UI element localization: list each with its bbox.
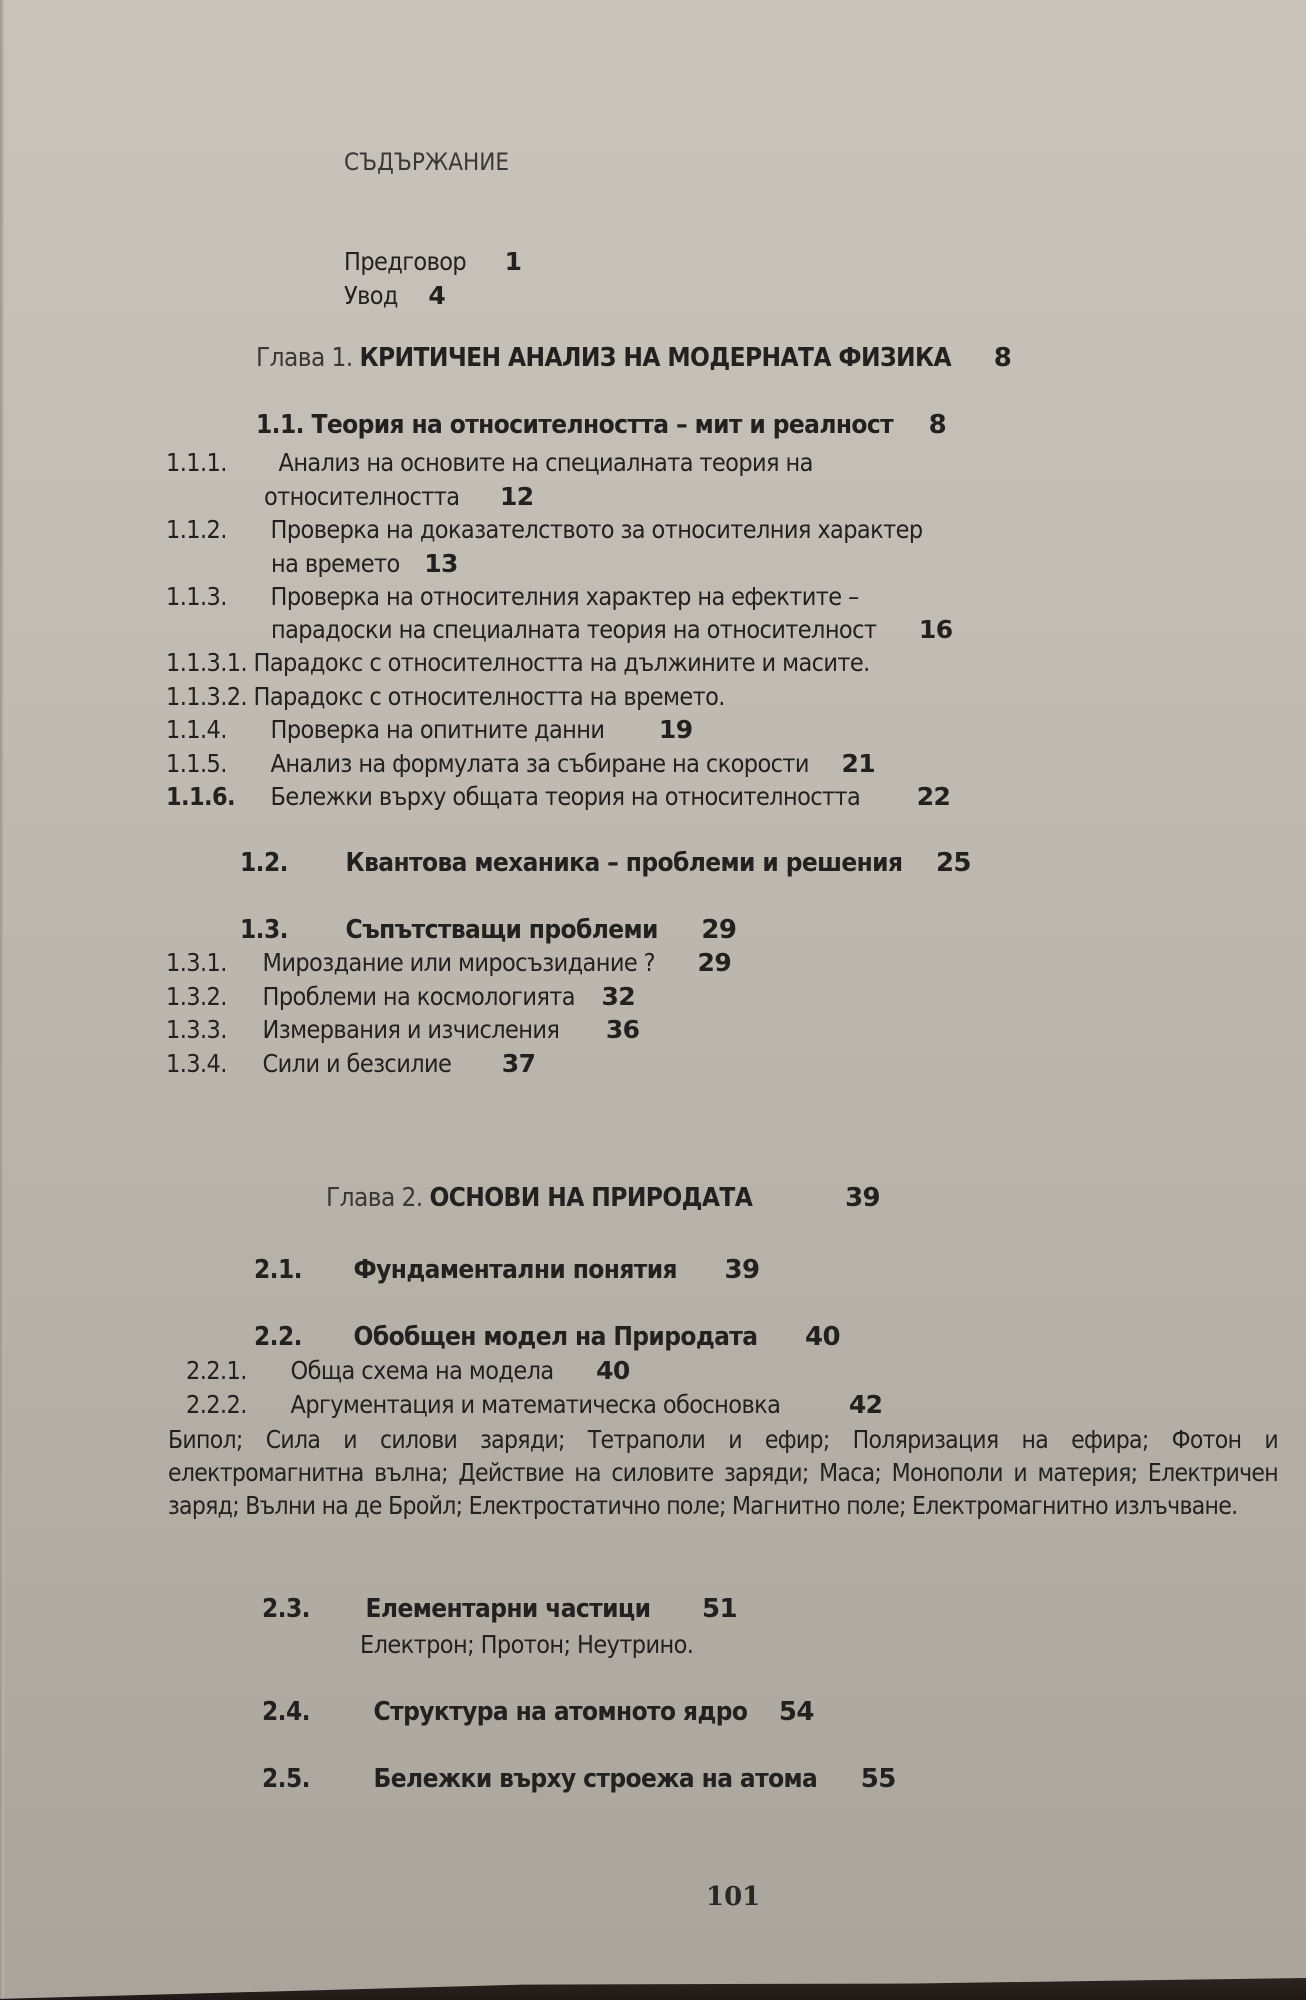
toc-subsection-1-1-1[interactable] xyxy=(166,448,813,477)
section-title: Елементарни частици xyxy=(365,1594,651,1624)
subsection-title: Проверка на относителния характер на ефектите – xyxy=(270,582,859,611)
subsection-number: 1.1.2. xyxy=(166,515,227,544)
subsection-page: 32 xyxy=(601,982,636,1011)
section-title: Фундаментални понятия xyxy=(353,1255,677,1285)
subsection-title: Сили и безсилие xyxy=(262,1049,452,1078)
section-title: Обобщен модел на Природата xyxy=(353,1322,758,1352)
subsection-page: 37 xyxy=(501,1049,536,1078)
section-number: 2.5. xyxy=(262,1764,310,1794)
toc-subsection-1-3-2[interactable] xyxy=(166,982,635,1011)
entry-page: 1 xyxy=(504,247,522,276)
subsection-page: 21 xyxy=(841,749,876,778)
subsection-number: 1.1.1. xyxy=(166,448,227,477)
toc-section-2-5[interactable] xyxy=(262,1764,896,1794)
subsection-number: 1.1.6. xyxy=(166,782,235,811)
section-page: 40 xyxy=(805,1322,840,1352)
chapter-title: КРИТИЧЕН АНАЛИЗ НА МОДЕРНАТА ФИЗИКА xyxy=(359,343,951,373)
subsection-title: Анализ на формулата за събиране на скорости xyxy=(270,749,809,778)
section-title: Квантова механика – проблеми и решения xyxy=(345,848,903,878)
toc-section-2-2[interactable] xyxy=(254,1322,840,1352)
subsection-title-cont: парадоски на специалната теория на относителност xyxy=(271,615,877,644)
page-number: 101 xyxy=(706,1882,761,1912)
subsection-title: Обща схема на модела xyxy=(290,1356,554,1385)
toc-subsection-1-1-3-2[interactable] xyxy=(166,682,725,711)
section-2-3-topics: Електрон; Протон; Неутрино. xyxy=(360,1630,694,1659)
section-page: 54 xyxy=(778,1697,814,1727)
entry-title: Предговор xyxy=(344,247,467,276)
subsection-page: 13 xyxy=(424,549,458,578)
section-number: 1.3. xyxy=(240,915,288,945)
section-number: 1.1. xyxy=(256,410,304,440)
section-number: 2.2. xyxy=(254,1322,302,1352)
toc-section-1-2[interactable] xyxy=(240,848,971,878)
subsection-number: 1.3.2. xyxy=(166,982,227,1011)
subsection-title: Проверка на доказателството за относителния характер xyxy=(270,515,923,544)
subsection-number: 1.1.4. xyxy=(166,715,227,744)
chapter-page: 39 xyxy=(845,1183,881,1213)
toc-subsection-1-1-2-cont[interactable] xyxy=(271,549,458,578)
toc-subsection-1-1-1-cont[interactable] xyxy=(264,482,534,511)
subsection-title: Анализ на основите на специалната теория на xyxy=(278,448,813,477)
section-page: 29 xyxy=(701,915,737,945)
subsection-page: 16 xyxy=(918,615,953,644)
subsection-number: 2.2.2. xyxy=(186,1390,247,1419)
toc-chapter-2[interactable] xyxy=(326,1183,880,1213)
subsection-number: 1.3.4. xyxy=(166,1049,227,1078)
toc-subsection-1-1-4[interactable] xyxy=(166,715,693,744)
section-number: 1.2. xyxy=(240,848,288,878)
toc-section-2-4[interactable] xyxy=(262,1697,814,1727)
section-number: 2.4. xyxy=(262,1697,310,1727)
section-title: Бележки върху строежа на атома xyxy=(373,1764,818,1794)
subsection-page: 22 xyxy=(916,782,951,811)
toc-subsection-1-3-3[interactable] xyxy=(166,1015,639,1044)
toc-subsection-1-1-3-cont[interactable] xyxy=(271,615,953,644)
toc-subsection-1-1-6[interactable] xyxy=(166,782,950,811)
entry-title: Увод xyxy=(344,281,398,310)
subsection-number: 1.1.3.1. xyxy=(166,648,247,677)
subsection-page: 19 xyxy=(658,715,693,744)
subsection-number: 1.1.3.2. xyxy=(166,682,247,711)
subsection-number: 1.1.3. xyxy=(166,582,227,611)
section-page: 8 xyxy=(928,410,947,440)
toc-subsection-1-1-2[interactable] xyxy=(166,515,923,544)
chapter-label: Глава 1. xyxy=(256,343,353,373)
section-2-2-topics: Бипол; Сила и силови заряди; Тетраполи и ефир; Поляризация на ефира; Фотон и електромагнитна вълна; Действие на силовите заряди; Маса; Монополи и материя; Електричен заряд; Вълни на де Бройл; Електростатично поле; Магнитно поле; Електромагнитно излъчване. xyxy=(168,1425,1278,1520)
toc-subsection-1-1-3-1[interactable] xyxy=(166,648,870,677)
page-bottom-edge xyxy=(0,1978,1306,2000)
subsection-page: 12 xyxy=(499,482,534,511)
toc-subsection-2-2-2[interactable] xyxy=(186,1390,882,1419)
section-title: Теория на относителността – мит и реалност xyxy=(311,410,894,440)
toc-section-2-1[interactable] xyxy=(254,1255,759,1285)
section-number: 2.1. xyxy=(254,1255,302,1285)
chapter-label: Глава 2. xyxy=(326,1183,423,1213)
chapter-title: ОСНОВИ НА ПРИРОДАТА xyxy=(429,1183,753,1213)
toc-subsection-1-3-4[interactable] xyxy=(166,1049,535,1078)
toc-subsection-2-2-1[interactable] xyxy=(186,1356,630,1385)
section-page: 51 xyxy=(702,1594,737,1624)
subsection-number: 2.2.1. xyxy=(186,1356,247,1385)
subsection-number: 1.3.3. xyxy=(166,1015,227,1044)
toc-subsection-1-1-5[interactable] xyxy=(166,749,875,778)
chapter-page: 8 xyxy=(993,343,1012,373)
subsection-number: 1.3.1. xyxy=(166,948,227,977)
toc-subsection-1-3-1[interactable] xyxy=(166,948,731,977)
subsection-title-cont: относителността xyxy=(264,482,460,511)
toc-entry-introduction[interactable] xyxy=(344,281,445,310)
section-title: Съпътстващи проблеми xyxy=(345,915,658,945)
subsection-title-cont: на времето xyxy=(271,549,400,578)
subsection-title: Парадокс с относителността на дължините и масите. xyxy=(253,648,870,677)
toc-entry-preface[interactable] xyxy=(344,247,521,276)
subsection-page: 40 xyxy=(596,1356,630,1385)
toc-chapter-1[interactable] xyxy=(256,343,1011,373)
subsection-number: 1.1.5. xyxy=(166,749,227,778)
subsection-title: Бележки върху общата теория на относителността xyxy=(270,782,861,811)
subsection-title: Парадокс с относителността на времето. xyxy=(253,682,725,711)
toc-subsection-1-1-3[interactable] xyxy=(166,582,859,611)
subsection-page: 36 xyxy=(605,1015,640,1044)
section-title: Структура на атомното ядро xyxy=(373,1697,748,1727)
subsection-page: 29 xyxy=(697,948,732,977)
entry-page: 4 xyxy=(428,281,446,310)
section-number: 2.3. xyxy=(262,1594,310,1624)
toc-section-1-1[interactable] xyxy=(256,410,946,440)
toc-section-1-3[interactable] xyxy=(240,915,736,945)
toc-heading: СЪДЪРЖАНИЕ xyxy=(344,148,509,176)
section-page: 25 xyxy=(935,848,971,878)
subsection-title: Измервания и изчисления xyxy=(262,1015,560,1044)
section-page: 55 xyxy=(860,1764,896,1794)
section-page: 39 xyxy=(724,1255,760,1285)
subsection-title: Мироздание или миросъзидание ? xyxy=(262,948,655,977)
subsection-page: 42 xyxy=(848,1390,883,1419)
subsection-title: Проблеми на космологията xyxy=(262,982,575,1011)
toc-section-2-3[interactable] xyxy=(262,1594,737,1624)
subsection-title: Аргументация и математическа обосновка xyxy=(290,1390,781,1419)
page-edge xyxy=(0,0,4,2000)
subsection-title: Проверка на опитните данни xyxy=(270,715,605,744)
